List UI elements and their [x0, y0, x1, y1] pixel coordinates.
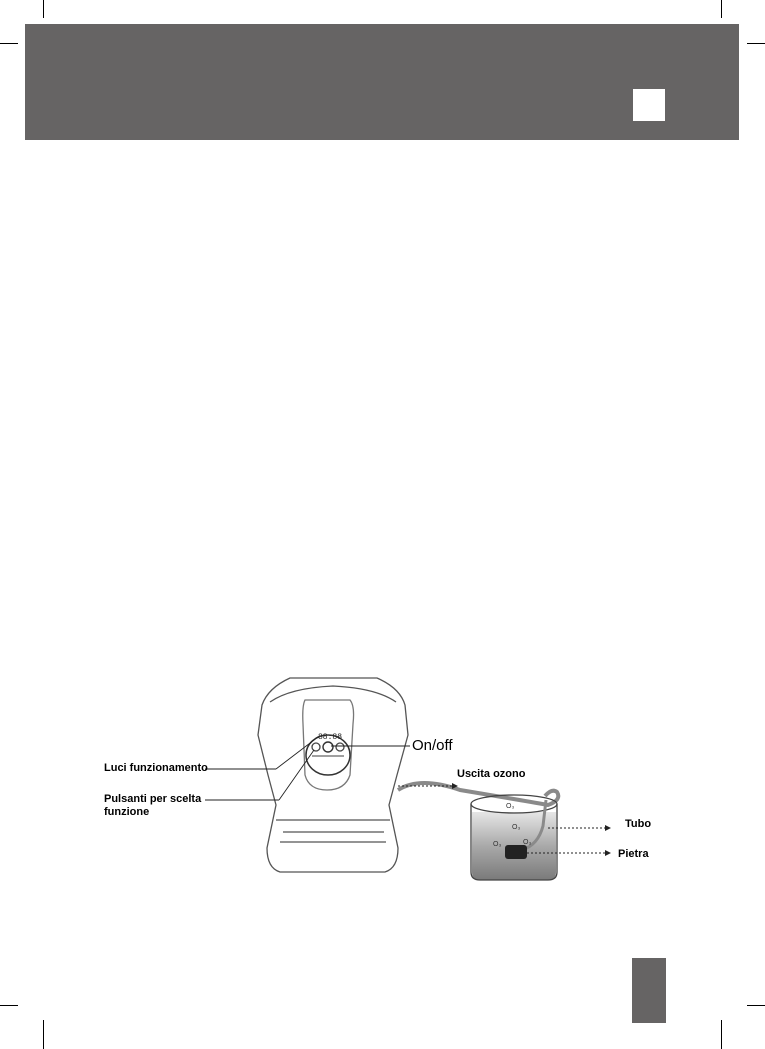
svg-text:O₃: O₃	[523, 839, 532, 846]
label-tube: Tubo	[625, 818, 652, 830]
label-buttons-line2: funzione	[104, 806, 150, 818]
label-stone: Pietra	[618, 848, 649, 860]
label-onoff: On/off	[412, 737, 453, 754]
svg-text:O₃: O₃	[493, 841, 502, 848]
label-lights: Luci funzionamento	[104, 762, 208, 774]
svg-text:O₃: O₃	[512, 824, 521, 831]
device-display: 88:88	[318, 733, 343, 742]
svg-text:O₃: O₃	[506, 803, 515, 810]
label-outlet: Uscita ozono	[457, 768, 526, 780]
ozone-device	[258, 678, 408, 872]
label-buttons-line1: Pulsanti per scelta	[104, 793, 202, 805]
page-number-tab	[632, 958, 666, 1023]
